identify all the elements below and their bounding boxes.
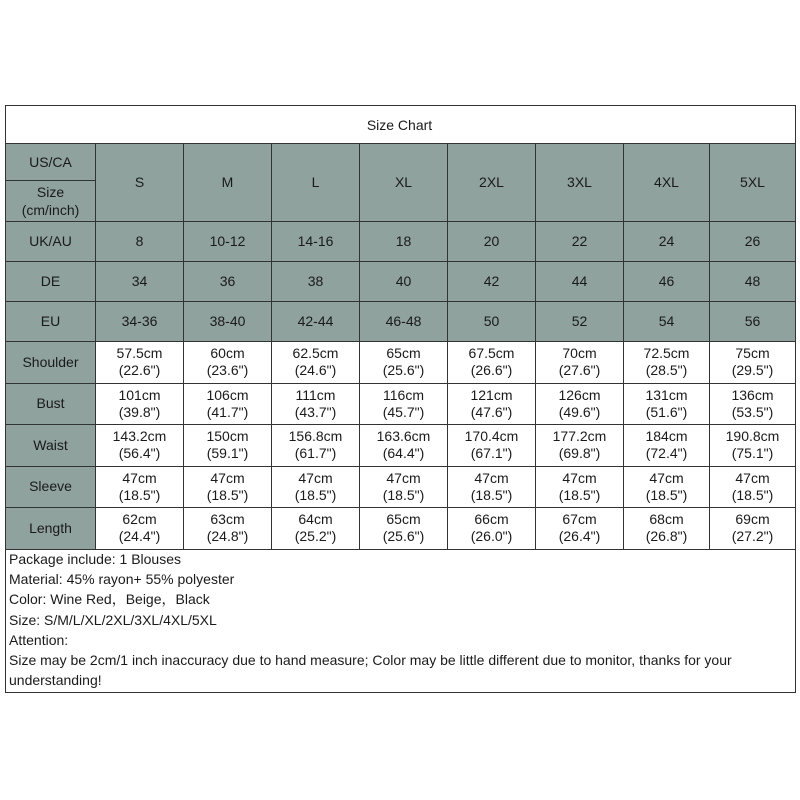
inch-value: (69.8") [558, 445, 601, 462]
measurement-cell [536, 466, 624, 508]
inch-value: (59.1") [206, 445, 249, 462]
cm-value: 190.8cm [725, 428, 780, 445]
measurement-cell [272, 342, 360, 384]
note-line: Color: Wine Red，Beige，Black [9, 591, 210, 608]
inch-value: (51.6") [645, 403, 688, 420]
row-label: EU [6, 302, 96, 342]
cm-value: 62cm [122, 511, 157, 528]
cm-value: 111cm [295, 386, 336, 403]
measurement-cell [710, 383, 796, 425]
inch-value: (39.8") [118, 403, 161, 420]
cm-value: 47cm [210, 469, 245, 486]
cm-value: 47cm [735, 469, 770, 486]
size-header: 5XL [710, 144, 796, 222]
conversion-row [6, 302, 796, 342]
note-line: Material: 45% rayon+ 55% polyester [9, 571, 235, 588]
inch-value: (25.2") [294, 528, 337, 545]
cm-value: 126cm [558, 386, 601, 403]
inch-value: (72.4") [645, 445, 688, 462]
inch-value: (18.5") [118, 486, 161, 503]
inch-value: (28.5") [645, 362, 688, 379]
conversion-cell: 34-36 [96, 302, 184, 342]
inch-value: (45.7") [382, 403, 425, 420]
cm-value: 136cm [731, 386, 774, 403]
conversion-cell: 20 [448, 222, 536, 262]
measurement-cell [624, 466, 710, 508]
conversion-cell: 26 [710, 222, 796, 262]
cm-value: 47cm [386, 469, 421, 486]
cm-value: 65cm [386, 345, 421, 362]
measurement-cell [272, 383, 360, 425]
size-unit-label [6, 181, 95, 221]
note-line: understanding! [9, 672, 102, 689]
size-header: 3XL [536, 144, 624, 222]
measurement-cell [536, 383, 624, 425]
measurement-cell [360, 342, 448, 384]
header-row [6, 144, 796, 222]
measurement-cell [536, 342, 624, 384]
row-label: UK/AU [6, 222, 96, 262]
inch-value: (75.1") [731, 445, 774, 462]
conversion-cell: 54 [624, 302, 710, 342]
measurement-cell [624, 342, 710, 384]
inch-value: (26.0") [470, 528, 513, 545]
inch-value: (27.2") [731, 528, 774, 545]
cm-value: 184cm [645, 428, 688, 445]
inch-value: (18.5") [645, 486, 688, 503]
measurement-cell [360, 425, 448, 467]
row-label: DE [6, 262, 96, 302]
note-line: Package include: 1 Blouses [9, 551, 181, 567]
cm-value: 66cm [474, 511, 509, 528]
measurement-cell [96, 508, 184, 550]
measurement-cell [448, 383, 536, 425]
cm-value: 47cm [649, 469, 684, 486]
conversion-cell: 24 [624, 222, 710, 262]
measurement-cell [96, 466, 184, 508]
inch-value: (56.4") [118, 445, 161, 462]
measurement-cell [710, 425, 796, 467]
measurement-cell [184, 425, 272, 467]
conversion-cell: 38-40 [184, 302, 272, 342]
cm-value: 47cm [562, 469, 597, 486]
inch-value: (41.7") [206, 403, 249, 420]
size-header: L [272, 144, 360, 222]
conversion-cell: 22 [536, 222, 624, 262]
measurement-cell [710, 508, 796, 550]
inch-value: (53.5") [731, 403, 774, 420]
inch-value: (26.4") [558, 528, 601, 545]
inch-value: (47.6") [470, 403, 513, 420]
conversion-row [6, 262, 796, 302]
inch-value: (18.5") [294, 486, 337, 503]
measurement-row [6, 466, 796, 508]
conversion-cell: 48 [710, 262, 796, 302]
conversion-cell: 8 [96, 222, 184, 262]
measurement-cell [184, 508, 272, 550]
measurement-cell [360, 508, 448, 550]
size-header: 2XL [448, 144, 536, 222]
inch-value: (23.6") [206, 362, 249, 379]
measurement-cell [272, 425, 360, 467]
measurement-cell [96, 383, 184, 425]
inch-value: (27.6") [558, 362, 601, 379]
conversion-cell: 14-16 [272, 222, 360, 262]
cm-value: 143.2cm [112, 428, 167, 445]
measurement-cell [360, 466, 448, 508]
measurement-cell [536, 508, 624, 550]
inch-value: (18.5") [382, 486, 425, 503]
measurement-cell [624, 508, 710, 550]
measurement-cell [272, 466, 360, 508]
measurement-cell [624, 383, 710, 425]
cm-value: 57.5cm [116, 345, 163, 362]
size-table-body [6, 144, 796, 550]
cm-value: 67cm [562, 511, 597, 528]
note-line: Attention: [9, 631, 69, 648]
inch-value: (24.8") [206, 528, 249, 545]
measurement-cell [536, 425, 624, 467]
cm-value: 121cm [470, 386, 513, 403]
cm-value: 72.5cm [643, 345, 690, 362]
size-header: S [96, 144, 184, 222]
cm-value: 75cm [735, 345, 770, 362]
inch-value: (26.6") [470, 362, 513, 379]
cm-value: 116cm [383, 386, 424, 403]
size-table [5, 143, 796, 550]
conversion-cell: 52 [536, 302, 624, 342]
conversion-cell: 56 [710, 302, 796, 342]
measurement-cell [184, 383, 272, 425]
conversion-row [6, 222, 796, 262]
conversion-cell: 36 [184, 262, 272, 302]
inch-value: (18.5") [470, 486, 513, 503]
measurement-cell [184, 342, 272, 384]
size-header: XL [360, 144, 448, 222]
inch-value: (64.4") [382, 445, 425, 462]
measurement-cell [448, 508, 536, 550]
measurement-cell [624, 425, 710, 467]
inch-value: (43.7") [294, 403, 337, 420]
measurement-cell [96, 342, 184, 384]
measurement-cell [272, 508, 360, 550]
cm-value: 150cm [206, 428, 249, 445]
measurement-cell [184, 466, 272, 508]
chart-title: Size Chart [366, 116, 433, 133]
conversion-cell: 42 [448, 262, 536, 302]
inch-value: (25.6") [382, 362, 425, 379]
size-label: Size [36, 184, 65, 200]
size-header: M [184, 144, 272, 222]
inch-value: (18.5") [731, 486, 774, 503]
cm-value: 63cm [210, 511, 245, 528]
cm-value: 177.2cm [552, 428, 607, 445]
cm-value: 47cm [474, 469, 509, 486]
measurement-cell [710, 466, 796, 508]
cm-value: 62.5cm [292, 345, 339, 362]
conversion-cell: 10-12 [184, 222, 272, 262]
conversion-cell: 50 [448, 302, 536, 342]
measurement-cell [96, 425, 184, 467]
cm-value: 131cm [645, 386, 688, 403]
inch-value: (18.5") [558, 486, 601, 503]
cm-value: 64cm [298, 511, 333, 528]
conversion-cell: 46-48 [360, 302, 448, 342]
cm-value: 156.8cm [288, 428, 343, 445]
cm-value: 170.4cm [464, 428, 519, 445]
cm-value: 106cm [206, 386, 249, 403]
inch-value: (24.4") [118, 528, 161, 545]
conversion-cell: 46 [624, 262, 710, 302]
conversion-cell: 40 [360, 262, 448, 302]
inch-value: (26.8") [645, 528, 688, 545]
conversion-cell: 34 [96, 262, 184, 302]
inch-value: (18.5") [206, 486, 249, 503]
row-label: Waist [6, 425, 96, 467]
unit-label: (cm/inch) [21, 202, 80, 218]
header-label-cell [6, 144, 96, 222]
row-label: Shoulder [6, 342, 96, 384]
row-label: Length [6, 508, 96, 550]
cm-value: 67.5cm [468, 345, 515, 362]
measurement-row [6, 383, 796, 425]
cm-value: 163.6cm [376, 428, 431, 445]
conversion-cell: 42-44 [272, 302, 360, 342]
measurement-row [6, 425, 796, 467]
product-notes [9, 549, 789, 690]
inch-value: (25.6") [382, 528, 425, 545]
cm-value: 69cm [735, 511, 770, 528]
conversion-cell: 38 [272, 262, 360, 302]
cm-value: 70cm [562, 345, 597, 362]
inch-value: (24.6") [294, 362, 337, 379]
note-line: Size may be 2cm/1 inch inaccuracy due to hand measure; Color may be little different due to monitor, thanks for your [9, 652, 732, 669]
conversion-cell: 44 [536, 262, 624, 302]
row-label: Bust [6, 383, 96, 425]
measurement-cell [448, 466, 536, 508]
measurement-cell [360, 383, 448, 425]
inch-value: (29.5") [731, 362, 774, 379]
row-label: Sleeve [6, 466, 96, 508]
cm-value: 101cm [118, 386, 161, 403]
inch-value: (49.6") [558, 403, 601, 420]
cm-value: 47cm [298, 469, 333, 486]
inch-value: (22.6") [118, 362, 161, 379]
measurement-cell [448, 425, 536, 467]
cm-value: 47cm [122, 469, 157, 486]
note-line: Size: S/M/L/XL/2XL/3XL/4XL/5XL [9, 611, 217, 628]
cm-value: 65cm [386, 511, 421, 528]
inch-value: (67.1") [470, 445, 513, 462]
measurement-row [6, 342, 796, 384]
us-ca-label: US/CA [6, 144, 95, 181]
cm-value: 68cm [649, 511, 684, 528]
measurement-cell [710, 342, 796, 384]
size-header: 4XL [624, 144, 710, 222]
cm-value: 60cm [210, 345, 245, 362]
measurement-cell [448, 342, 536, 384]
conversion-cell: 18 [360, 222, 448, 262]
inch-value: (61.7") [294, 445, 337, 462]
measurement-row [6, 508, 796, 550]
